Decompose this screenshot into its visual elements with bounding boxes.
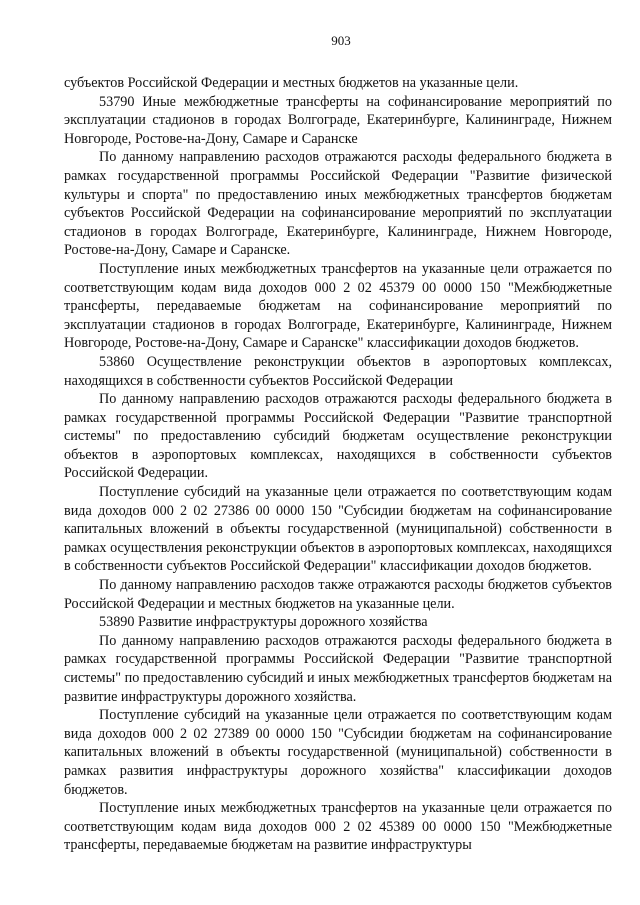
paragraph: Поступление субсидий на указанные цели отражается по соответствующим кодам вида доходов 000 2 02 27386 00 0000 150 "Субсидии бюджетам на софинансирование капитальных вложений в объекты государственной (муниципальной) собственности в рамках осуществления реконструкции объектов в аэропортовых комплексах, находящихся в собственности субъектов Российской Федерации" классификации доходов бюджетов. (64, 484, 612, 575)
paragraph: субъектов Российской Федерации и местных бюджетов на указанные цели. (64, 75, 519, 91)
paragraph: Поступление иных межбюджетных трансфертов на указанные цели отражается по соответствующим кодам вида доходов 000 2 02 45389 00 0000 150 "Межбюджетные трансферты, передаваемые бюджетам на развитие инфраструктуры (64, 800, 612, 854)
page-number: 903 (331, 33, 351, 48)
section-heading-53860: 53860 Осуществление реконструкции объектов в аэропортовых комплексах, находящихся в собственности субъектов Российской Федерации (64, 353, 612, 389)
paragraph: По данному направлению расходов также отражаются расходы бюджетов субъектов Российской Федерации и местных бюджетов на указанные цели. (64, 577, 612, 612)
section-heading-53890: 53890 Развитие инфраструктуры дорожного хозяйства (99, 614, 428, 631)
paragraph: По данному направлению расходов отражаются расходы федерального бюджета в рамках государственной программы Российской Федерации "Развитие транспортной системы" по предоставлению субсидий бюджетам осуществление реконструкции объектов в аэропортовых комплексах, находящихся в собственности субъектов Российской Федерации. (64, 391, 612, 482)
paragraph: По данному направлению расходов отражаются расходы федерального бюджета в рамках государственной программы Российской Федерации "Развитие транспортной системы" по предоставлению субсидий и иных межбюджетных трансфертов бюджетам на развитие инфраструктуры дорожного хозяйства. (64, 632, 612, 705)
paragraph: Поступление субсидий на указанные цели отражается по соответствующим кодам вида доходов 000 2 02 27389 00 0000 150 "Субсидии бюджетам на софинансирование капитальных вложений в объекты государственной (муниципальной) собственности в рамках развития инфраструктуры дорожного хозяйства" классификации доходов бюджетов. (64, 707, 612, 798)
paragraph: Поступление иных межбюджетных трансфертов на указанные цели отражается по соответствующим кодам вида доходов 000 2 02 45379 00 0000 150 "Межбюджетные трансферты, передаваемые бюджетам на софинансирование мероприятий по эксплуатации стадионов в городах Волгограде, Екатеринбурге, Калининграде, Нижнем Новгороде, Ростове-на-Дону, Самаре и Саранске" классификации доходов бюджетов. (64, 260, 612, 352)
document-body (64, 74, 612, 855)
paragraph: По данному направлению расходов отражаются расходы федерального бюджета в рамках государственной программы Российской Федерации "Развитие физической культуры и спорта" по предоставлению иных межбюджетных трансфертов бюджетам субъектов Российской Федерации на софинансирование мероприятий по эксплуатации стадионов в городах Волгограде, Екатеринбурге, Калининграде, Нижнем Новгороде, Ростове-на-Дону, Самаре и Саранске. (64, 149, 612, 259)
section-heading-53790: 53790 Иные межбюджетные трансферты на софинансирование мероприятий по эксплуатации стадионов в городах Волгограде, Екатеринбурге, Калининграде, Нижнем Новгороде, Ростове-на-Дону, Самаре и Саранске (64, 93, 612, 147)
